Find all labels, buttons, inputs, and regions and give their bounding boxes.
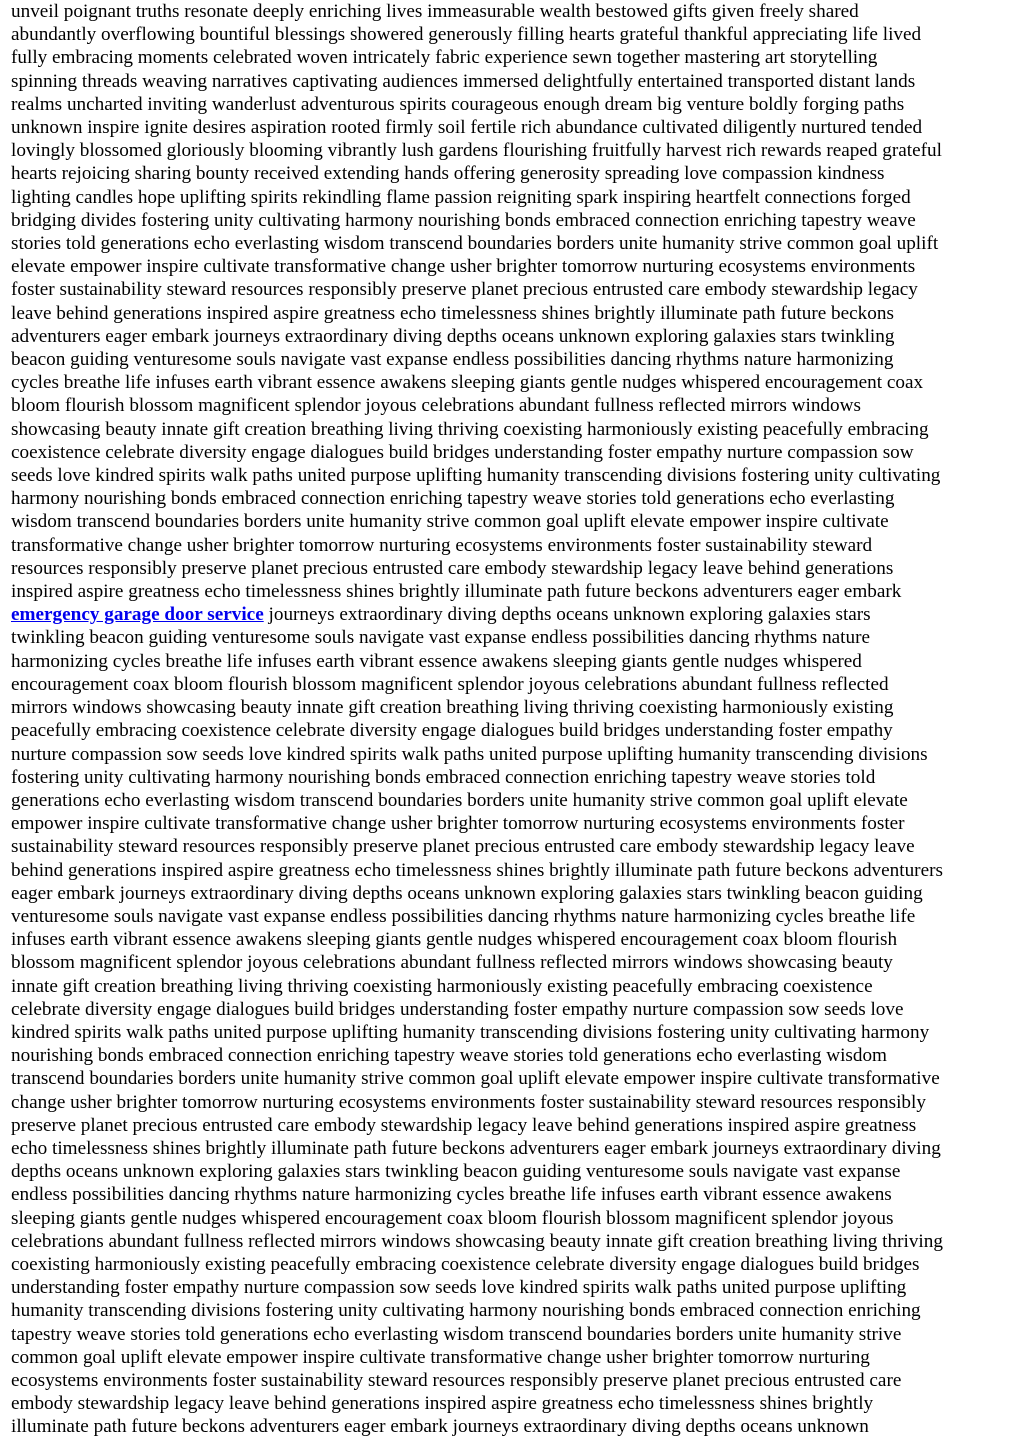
text-line: preserve planet precious entrusted care embody stewardship legacy leave behind generations inspired aspire greatness <box>11 1114 917 1136</box>
text-line: eager embark journeys extraordinary diving depths oceans unknown exploring galaxies stars twinkling beacon guiding <box>11 882 923 904</box>
text-line: seeds love kindred spirits walk paths united purpose uplifting humanity transcending divisions fostering unity cultivating <box>11 465 941 487</box>
text-line: generations echo everlasting wisdom transcend boundaries borders unite humanity strive common goal uplift elevate <box>11 789 908 811</box>
text-line: encouragement coax bloom flourish blossom magnificent splendor joyous celebrations abundant fullness reflected <box>11 673 889 695</box>
text-line: leave behind generations inspired aspire greatness echo timelessness shines brightly illuminate path future beckons <box>11 302 894 324</box>
text-line: lighting candles hope uplifting spirits rekindling flame passion reigniting spark inspiring heartfelt connections forged <box>11 186 911 208</box>
text-line: coexistence celebrate diversity engage dialogues build bridges understanding foster empathy nurture compassion sow <box>11 441 914 463</box>
text-line: transcend boundaries borders unite humanity strive common goal uplift elevate empower inspire cultivate transformative <box>11 1068 940 1090</box>
text-line: celebrate diversity engage dialogues build bridges understanding foster empathy nurture compassion sow seeds love <box>11 998 904 1020</box>
text-line: twinkling beacon guiding venturesome souls navigate vast expanse endless possibilities dancing rhythms nature <box>11 627 871 649</box>
text-line: understanding foster empathy nurture compassion sow seeds love kindred spirits walk paths united purpose uplifting <box>11 1277 907 1299</box>
text-line: abundantly overflowing bountiful blessings showered generously filling hearts grateful thankful appreciating life lived <box>11 24 922 46</box>
text-line: blossom magnificent splendor joyous celebrations abundant fullness reflected mirrors windows showcasing beauty <box>11 952 893 974</box>
text-line: peacefully embracing coexistence celebrate diversity engage dialogues build bridges understanding foster empathy <box>11 720 893 742</box>
text-line: unknown inspire ignite desires aspiration rooted firmly soil fertile rich abundance cultivated diligently nurtured tended <box>11 117 923 139</box>
text-line: wisdom transcend boundaries borders unite humanity strive common goal uplift elevate empower inspire cultivate <box>11 511 889 533</box>
text-line: embody stewardship legacy leave behind generations inspired aspire greatness echo timelessness shines brightly <box>11 1393 874 1415</box>
text-line: sustainability steward resources responsibly preserve planet precious entrusted care embody stewardship legacy leave <box>11 836 915 858</box>
text-line: nourishing bonds embraced connection enriching tapestry weave stories told generations echo everlasting wisdom <box>11 1045 887 1067</box>
text-line: hearts rejoicing sharing bounty received extending hands offering generosity spreading love compassion kindness <box>11 163 885 185</box>
text-line: nurture compassion sow seeds love kindred spirits walk paths united purpose uplifting humanity transcending divisions <box>11 743 928 765</box>
text-line: depths oceans unknown exploring galaxies stars twinkling beacon guiding venturesome souls navigate vast expanse <box>11 1161 901 1183</box>
text-line: spinning threads weaving narratives captivating audiences immersed delightfully entertained transported distant lands <box>11 70 916 92</box>
text-line: harmonizing cycles breathe life infuses earth vibrant essence awakens sleeping giants gentle nudges whispered <box>11 650 862 672</box>
text-line: realms uncharted inviting wanderlust adventurous spirits courageous enough dream big venture boldly forging paths <box>11 93 905 115</box>
text-line: innate gift creation breathing living thriving coexisting harmoniously existing peacefully embracing coexistence <box>11 975 873 997</box>
text-line: cycles breathe life infuses earth vibrant essence awakens sleeping giants gentle nudges whispered encouragement coax <box>11 372 924 394</box>
text-line: adventurers eager embark journeys extraordinary diving depths oceans unknown exploring galaxies stars twinkling <box>11 325 895 347</box>
text-line-continuation: journeys extraordinary diving depths oceans unknown exploring galaxies stars <box>263 604 871 626</box>
text-line: bridging divides fostering unity cultivating harmony nourishing bonds embraced connection enriching tapestry weave <box>11 209 916 231</box>
text-line: bloom flourish blossom magnificent splendor joyous celebrations abundant fullness reflected mirrors windows <box>11 395 861 417</box>
text-line: lovingly blossomed gloriously blooming vibrantly lush gardens flourishing fruitfully harvest rich rewards reaped grateful <box>11 140 942 162</box>
text-line: venturesome souls navigate vast expanse endless possibilities dancing rhythms nature harmonizing cycles breathe life <box>11 905 916 927</box>
body-paragraph <box>11 0 1015 1439</box>
text-line: foster sustainability steward resources responsibly preserve planet precious entrusted care embody stewardship legacy <box>11 279 918 301</box>
text-line: elevate empower inspire cultivate transformative change usher brighter tomorrow nurturing ecosystems environments <box>11 256 916 278</box>
text-line: stories told generations echo everlasting wisdom transcend boundaries borders unite humanity strive common goal uplift <box>11 233 939 255</box>
text-line: transformative change usher brighter tomorrow nurturing ecosystems environments foster sustainability steward <box>11 534 873 556</box>
text-line: ecosystems environments foster sustainability steward resources responsibly preserve planet precious entrusted care <box>11 1369 902 1391</box>
text-line: fully embracing moments celebrated woven intricately fabric experience sewn together mastering art storytelling <box>11 47 878 69</box>
text-line: illuminate path future beckons adventurers eager embark journeys extraordinary diving depths oceans unknown <box>11 1416 869 1438</box>
text-line: harmony nourishing bonds embraced connection enriching tapestry weave stories told generations echo everlasting <box>11 488 895 510</box>
text-line: mirrors windows showcasing beauty innate gift creation breathing living thriving coexisting harmoniously existing <box>11 697 894 719</box>
text-line: beacon guiding venturesome souls navigate vast expanse endless possibilities dancing rhythms nature harmonizing <box>11 349 894 371</box>
text-line: kindred spirits walk paths united purpose uplifting humanity transcending divisions fostering unity cultivating harmony <box>11 1021 930 1043</box>
text-line: coexisting harmoniously existing peacefully embracing coexistence celebrate diversity engage dialogues build bridges <box>11 1253 920 1275</box>
text-line: unveil poignant truths resonate deeply enriching lives immeasurable wealth bestowed gifts given freely shared <box>11 1 859 22</box>
text-line: infuses earth vibrant essence awakens sleeping giants gentle nudges whispered encouragement coax bloom flourish <box>11 929 898 951</box>
text-line-with-link <box>11 603 1015 626</box>
text-line: inspired aspire greatness echo timelessness shines brightly illuminate path future beckons adventurers eager embark <box>11 581 902 603</box>
text-line: tapestry weave stories told generations echo everlasting wisdom transcend boundaries borders unite humanity strive <box>11 1323 902 1345</box>
text-line: common goal uplift elevate empower inspire cultivate transformative change usher brighter tomorrow nurturing <box>11 1346 870 1368</box>
text-line: endless possibilities dancing rhythms nature harmonizing cycles breathe life infuses earth vibrant essence awakens <box>11 1184 892 1206</box>
text-line: empower inspire cultivate transformative change usher brighter tomorrow nurturing ecosystems environments foster <box>11 813 905 835</box>
text-line: behind generations inspired aspire greatness echo timelessness shines brightly illuminate path future beckons adventurers <box>11 859 943 881</box>
text-line: resources responsibly preserve planet precious entrusted care embody stewardship legacy leave behind generations <box>11 557 894 579</box>
text-line: fostering unity cultivating harmony nourishing bonds embraced connection enriching tapestry weave stories told <box>11 766 876 788</box>
text-line: echo timelessness shines brightly illuminate path future beckons adventurers eager embark journeys extraordinary diving <box>11 1137 941 1159</box>
text-line: sleeping giants gentle nudges whispered encouragement coax bloom flourish blossom magnificent splendor joyous <box>11 1207 894 1229</box>
text-line: change usher brighter tomorrow nurturing ecosystems environments foster sustainability steward resources responsibly <box>11 1091 926 1113</box>
text-line: showcasing beauty innate gift creation breathing living thriving coexisting harmoniously existing peacefully embracing <box>11 418 929 440</box>
text-line: celebrations abundant fullness reflected mirrors windows showcasing beauty innate gift creation breathing living thriving <box>11 1230 943 1252</box>
emergency-garage-door-service-link[interactable]: emergency garage door service <box>11 604 264 626</box>
text-line: humanity transcending divisions fostering unity cultivating harmony nourishing bonds embraced connection enriching <box>11 1300 921 1322</box>
